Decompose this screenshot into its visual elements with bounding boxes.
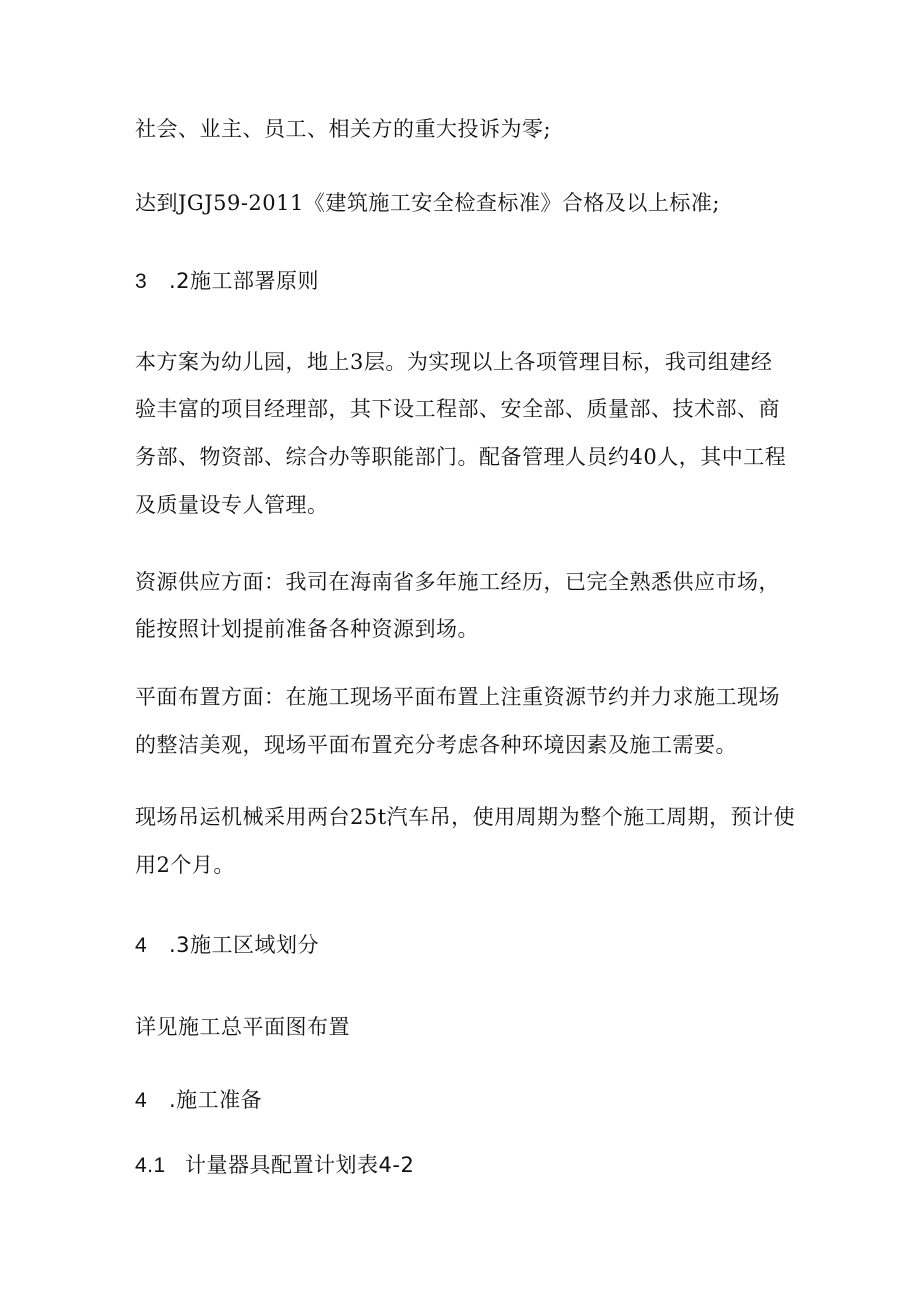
section-number: 3 — [135, 270, 148, 293]
paragraph-line: 及质量设专人管理。 — [135, 493, 329, 517]
section-heading-4-3 — [135, 928, 795, 963]
paragraph-line: 详见施工总平面图布置 — [135, 1015, 350, 1039]
section-number: 4.1 — [135, 1154, 166, 1177]
paragraph-line: 资源供应方面：我司在海南省多年施工经历，已完全熟悉供应市场， — [135, 570, 780, 594]
section-number: 4 — [135, 934, 148, 957]
paragraph-line: 能按照计划提前准备各种资源到场。 — [135, 617, 479, 641]
section-title: .施工准备 — [169, 1088, 263, 1112]
paragraph-line: 本方案为幼儿园，地上3层。为实现以上各项管理目标，我司组建经 — [135, 350, 773, 374]
section-heading-4-1 — [135, 1148, 795, 1183]
section-title: .3施工区域划分 — [169, 933, 320, 957]
paragraph-line: 用2个月。 — [135, 853, 235, 877]
paragraph-line: 务部、物资部、综合办等职能部门。配备管理人员约40人，其中工程 — [135, 445, 787, 469]
goal-line-1: 社会、业主、员工、相关方的重大投诉为零; — [135, 117, 552, 141]
paragraph-line: 验丰富的项目经理部，其下设工程部、安全部、质量部、技术部、商 — [135, 397, 780, 421]
section-heading-4 — [135, 1083, 795, 1118]
section-title: 计量器具配置计划表4-2 — [185, 1153, 415, 1177]
section-title: .2施工部署原则 — [169, 269, 320, 293]
paragraph-line: 现场吊运机械采用两台25t汽车吊，使用周期为整个施工周期，预计使 — [135, 805, 796, 829]
goal-line-2: 达到JGJ59-2011《建筑施工安全检查标准》合格及以上标准; — [135, 191, 720, 215]
section-number: 4 — [135, 1089, 148, 1112]
paragraph-line: 平面布置方面：在施工现场平面布置上注重资源节约并力求施工现场 — [135, 685, 780, 709]
paragraph-line: 的整洁美观，现场平面布置充分考虑各种环境因素及施工需要。 — [135, 733, 737, 757]
section-heading-3-2 — [135, 264, 795, 299]
